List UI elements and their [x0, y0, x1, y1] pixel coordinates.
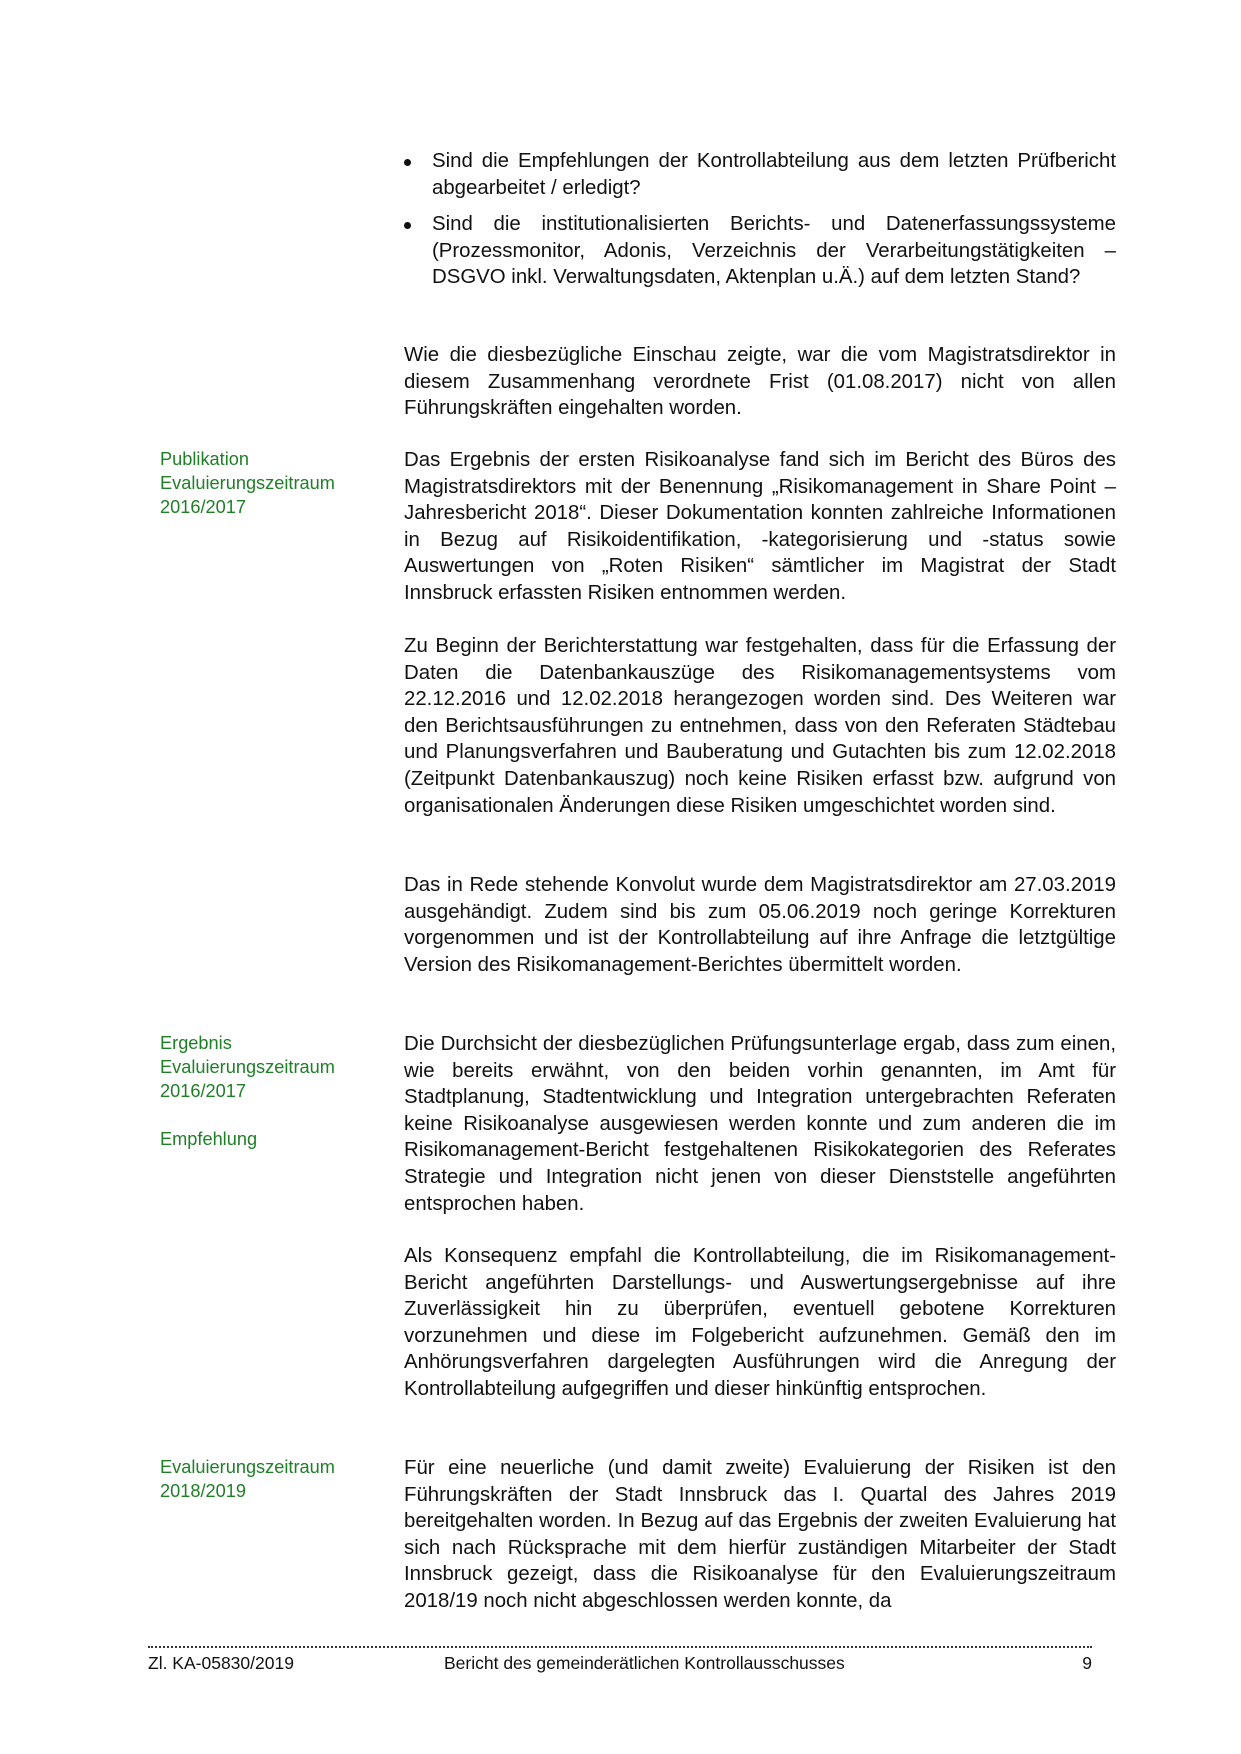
bullet-text: Sind die Empfehlungen der Kontrollabteilung aus dem letzten Prüfbericht abgearbeitet / erledigt?: [432, 150, 1116, 199]
paragraph-text: Das in Rede stehende Konvolut wurde dem Magistratsdirektor am 27.03.2019 ausgehändigt. Zudem sind bis zum 05.06.2019 noch geringe Korrekturen vorgenommen und ist der Kontrollabteilung auf ihre Anfrage die letztgültige Version des Risikomanagement-Berichtes übermittelt worden.: [404, 874, 1116, 976]
bullet-dot-icon: [404, 159, 411, 166]
margin-note-ergebnis: [160, 1031, 390, 1103]
bullet-list: [404, 148, 1116, 301]
bullet-item: [404, 148, 1116, 201]
margin-note-line: Empfehlung: [160, 1129, 258, 1149]
paragraph-text: Wie die diesbezügliche Einschau zeigte, war die vom Magistratsdirektor in diesem Zusammenhang verordnete Frist (01.08.2017) nicht von allen Führungskräften eingehalten worden.: [404, 344, 1116, 420]
margin-note-line: Ergebnis: [160, 1033, 232, 1053]
paragraph-text: Als Konsequenz empfahl die Kontrollabteilung, die im Risikomanagement-Bericht angeführten Darstellungs- und Auswertungsergebnisse auf ihre Zuverlässigkeit hin zu überprüfen, eventuell gebotene Korrekturen vorzunehmen und diese im Folgebericht aufzunehmen. Gemäß den im Anhörungsverfahren dargelegten Ausführungen wird die Anregung der Kontrollabteilung aufgegriffen und dieser hinkünftig entsprochen.: [404, 1245, 1116, 1400]
margin-note-line: Evaluierungszeitraum: [160, 1457, 335, 1477]
paragraph-text: Für eine neuerliche (und damit zweite) Evaluierung der Risiken ist den Führungskräften der Stadt Innsbruck das I. Quartal des Jahres 2019 bereitgehalten worden. In Bezug auf das Ergebnis der zweiten Evaluierung hat sich nach Rücksprache mit dem hierfür zuständigen Mitarbeiter der Stadt Innsbruck gezeigt, dass die Risikoanalyse für den Evaluierungszeitraum 2018/19 noch nicht abgeschlossen werden konnte, da: [404, 1457, 1116, 1612]
paragraph-3: [404, 633, 1116, 819]
bullet-text: Sind die institutionalisierten Berichts- und Datenerfassungssysteme (Prozessmonitor, Adonis, Verzeichnis der Verarbeitungstätigkeiten – DSGVO inkl. Verwaltungsdaten, Aktenplan u.Ä.) auf dem letzten Stand?: [432, 213, 1116, 289]
margin-note-line: 2016/2017: [160, 1081, 246, 1101]
margin-note-line: Publikation: [160, 449, 249, 469]
margin-note-line: 2016/2017: [160, 497, 246, 517]
paragraph-7: [404, 1455, 1116, 1615]
margin-note-line: Evaluierungszeitraum: [160, 1057, 335, 1077]
bullet-dot-icon: [404, 222, 411, 229]
paragraph-4: [404, 872, 1116, 978]
margin-note-evaluierung-2018: [160, 1455, 390, 1503]
paragraph-5: [404, 1031, 1116, 1217]
paragraph-1: [404, 342, 1116, 422]
paragraph-text: Das Ergebnis der ersten Risikoanalyse fand sich im Bericht des Büros des Magistratsdirektors mit der Benennung „Risikomanagement in Share Point – Jahresbericht 2018“. Dieser Dokumentation konnten zahlreiche Informationen in Bezug auf Risikoidentifikation, -kategorisierung und -status sowie Auswertungen von „Roten Risiken“ sämtlicher im Magistrat der Stadt Innsbruck erfassten Risiken entnommen werden.: [404, 449, 1116, 604]
document-reference: Zl. KA-05830/2019: [148, 1653, 294, 1673]
margin-note-publikation: [160, 447, 390, 519]
margin-note-line: 2018/2019: [160, 1481, 246, 1501]
margin-note-empfehlung: [160, 1127, 390, 1151]
page-number: 9: [1082, 1653, 1092, 1673]
footer-divider: [148, 1646, 1092, 1648]
paragraph-2: [404, 447, 1116, 607]
bullet-item: [404, 211, 1116, 291]
paragraph-6: [404, 1243, 1116, 1403]
margin-note-line: Evaluierungszeitraum: [160, 473, 335, 493]
footer-title: Bericht des gemeinderätlichen Kontrollausschusses: [444, 1653, 845, 1673]
paragraph-text: Zu Beginn der Berichterstattung war festgehalten, dass für die Erfassung der Daten die Datenbankauszüge des Risikomanagementsystems vom 22.12.2016 und 12.02.2018 herangezogen worden sind. Des Weiteren war den Berichtsausführungen zu entnehmen, dass von den Referaten Städtebau und Planungsverfahren und Bauberatung und Gutachten bis zum 12.02.2018 (Zeitpunkt Datenbankauszug) noch keine Risiken erfasst bzw. aufgrund von organisationalen Änderungen diese Risiken umgeschichtet worden sind.: [404, 635, 1116, 817]
paragraph-text: Die Durchsicht der diesbezüglichen Prüfungsunterlage ergab, dass zum einen, wie bereits erwähnt, von den beiden vorhin genannten, im Amt für Stadtplanung, Stadtentwicklung und Integration untergebrachten Referaten keine Risikoanalyse ausgewiesen werden konnte und zum anderen die im Risikomanagement-Bericht festgehaltenen Risikokategorien des Referates Strategie und Integration nicht jenen von dieser Dienststelle angeführten entsprochen haben.: [404, 1033, 1116, 1215]
